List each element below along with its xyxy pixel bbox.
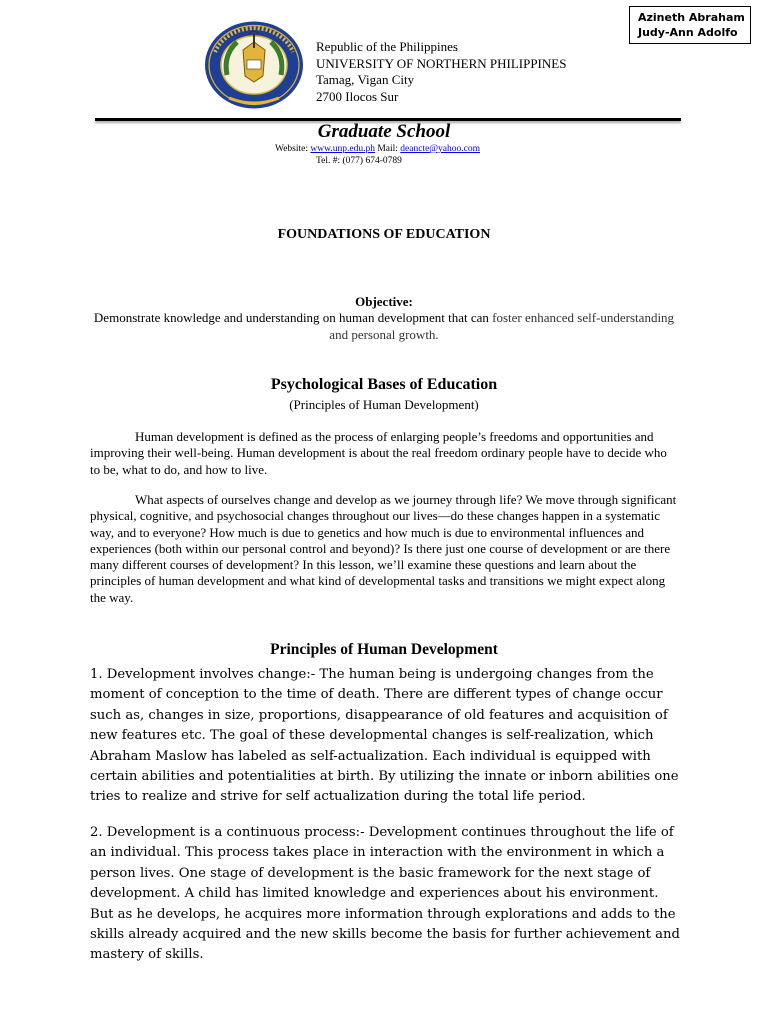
section1-paragraph-1-text: Human development is defined as the process of enlarging people’s freedoms and opportunities and improving their well-being. Human development is about the real freedom ordinary people have to decide who to be, what to do, and how to live.	[90, 429, 667, 477]
author-box	[629, 6, 751, 44]
principle-item-2: 2. Development is a continuous process:- Development continues throughout the life of an individual. This process takes place in interaction with the environment in which a person lives. One stage of development is the basic framework for the next stage of development. A child has limited knowledge and experiences about his environment. But as he develops, he acquires more information through explorations and adds to the skills already acquired and the new skills become the basis for further achievement and mastery of skills.	[90, 825, 680, 963]
school-name: Graduate School	[317, 121, 451, 142]
section2-title: Principles of Human Development	[270, 641, 498, 658]
section1-title: Psychological Bases of Education	[270, 376, 498, 393]
objective-text-a: Demonstrate knowledge and understanding on human development that can	[93, 310, 493, 325]
contact-web-mail	[275, 144, 480, 154]
objective-text	[90, 310, 678, 343]
section1-paragraph-2	[90, 492, 678, 606]
letterhead-address	[316, 39, 566, 105]
website-label: Website:	[275, 144, 311, 154]
paragraph-indent	[90, 429, 135, 444]
website-link[interactable]: www.unp.edu.ph	[310, 144, 375, 154]
section1-paragraph-1	[90, 429, 678, 478]
principle-item-1: 1. Development involves change:- The human being is undergoing changes from the moment of conception to the time of death. There are different types of change occur such as, changes in size, proportions, disappearance of old features and acquisition of new features etc. The goal of these developmental changes is self-realization, which Abraham Maslow has labeled as self-actualization. Each individual is equipped with certain abilities and potentialities at birth. By utilizing the innate or inborn abilities one tries to realize and strive for self actualization during the total life period.	[90, 667, 679, 805]
mail-link[interactable]: deancte@yahoo.com	[400, 144, 480, 154]
course-title: FOUNDATIONS OF EDUCATION	[277, 227, 491, 242]
letterhead-line-2: UNIVERSITY OF NORTHERN PHILIPPINES	[316, 55, 567, 71]
author-name-1: Azineth Abraham	[638, 11, 745, 24]
letterhead-line-4: 2700 Ilocos Sur	[316, 88, 399, 104]
letterhead-line-1: Republic of the Philippines	[316, 39, 458, 54]
letterhead-line-3: Tamag, Vigan City	[316, 72, 415, 87]
contact-tel: Tel. #: (077) 674-0789	[316, 156, 402, 166]
section1-paragraph-2-text: What aspects of ourselves change and develop as we journey through life? We move through significant physical, cognitive, and psychosocial changes throughout our lives—do these changes happen in a systematic way, and to everyone? How much is due to genetics and how much is due to environmental influences and experiences (both within our personal control and beyond)? Is there just one course of development or are there many different courses of development? In this lesson, we’ll examine these questions and learn about the principles of human development and what kind of developmental tasks and transitions we might expect along the way.	[90, 492, 677, 605]
mail-label: Mail:	[374, 144, 401, 154]
author-name-2: Judy-Ann Adolfo	[638, 26, 738, 39]
objective-text-b: foster enhanced self-understanding and personal growth.	[329, 310, 675, 342]
section1-subtitle: (Principles of Human Development)	[289, 397, 479, 412]
objective-heading: Objective:	[355, 294, 413, 309]
paragraph-indent	[90, 492, 135, 507]
university-seal-icon	[203, 20, 305, 110]
